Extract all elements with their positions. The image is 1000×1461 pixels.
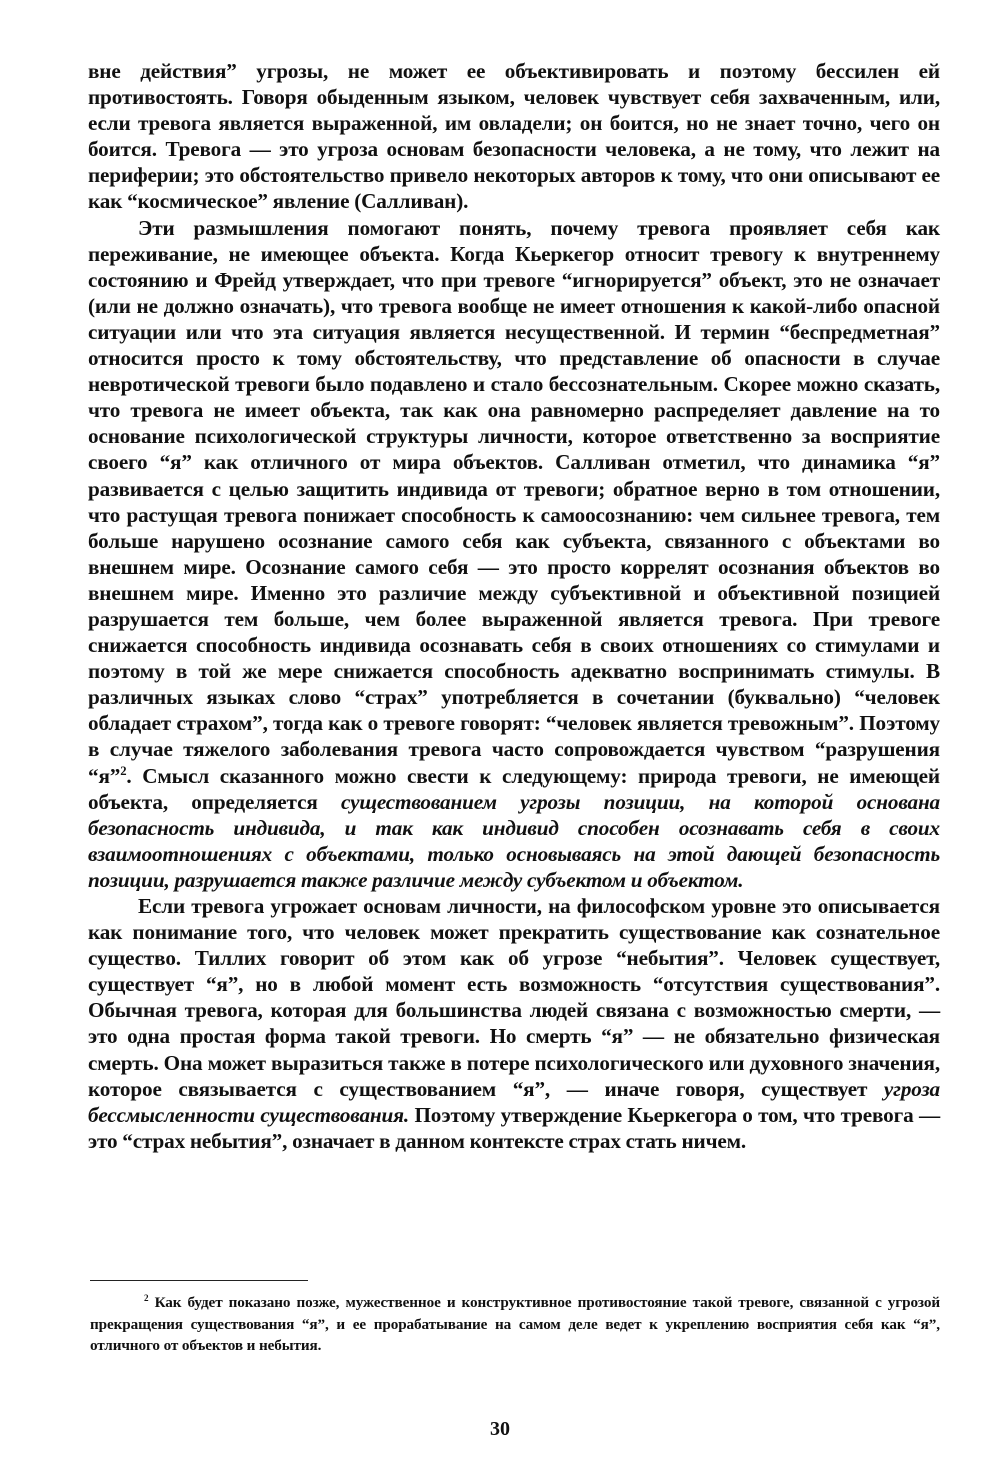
paragraph-2-text-a: Эти размышления помогают понять, почему тревога проявляет себя как переживание, не имеющее объекта. Когда Кьеркегор относит тревогу к внутреннему состоянию и Фрейд утверждает, что при тревоге “игнорируется” объект, это не означает (или не должно означать), что тревога вообще не имеет отношения к какой-либо опасной ситуации или что эта ситуация является несущественной. И термин “беспредметная” относится просто к тому обстоятельству, что представление об опасности в случае невротической тревоги было подавлено и стало бессознательным. Скорее можно сказать, что тревога не имеет объекта, так как она равномерно распределяет давление на то основание психологической структуры личности, которое ответственно за восприятие своего “я” как отличного от мира объектов. Салливан отметил, что динамика “я” развивается с целью защитить индивида от тревоги; обратное верно в том отношении, что растущая тревога понижает способность к самоосознанию: чем сильнее тревога, тем больше нарушено осознание самого себя как субъекта, связанного с объектами во внешнем мире. Осознание самого себя — это просто коррелят осознания объектов во внешнем мире. Именно это различие между субъективной и объективной позицией разрушается тем больше, чем более выраженной является тревога. При тревоге снижается способность индивида осознавать себя в своих отношениях со стимулами и поэтому в той же мере снижается способность адекватно воспринимать стимулы. В различных языках слово “страх” употребляется в сочетании (буквально) “человек обладает страхом”, тогда как о тревоге говорят: “человек является тревожным”. Поэтому в случае тяжелого заболевания тревога часто сопровождается чувством “разрушения “я” [88, 215, 940, 788]
footnote-divider [90, 1280, 308, 1281]
paragraph-1: вне действия” угрозы, не может ее объективировать и поэтому бессилен ей противостоять. Говоря обыденным языком, человек чувствует себя захваченным, или, если тревога является выраженной, им овладели; он боится, но не знает точно, чего он боится. Тревога — это угроза основам безопасности человека, а не тому, что лежит на периферии; это обстоятельство привело некоторых авторов к тому, что они описывают ее как “космическое” явление (Салливан). [88, 59, 940, 214]
paragraph-2 [88, 215, 940, 893]
footnote-reference[interactable]: 2 [120, 763, 127, 778]
footnote-number: 2 [144, 1292, 149, 1303]
footnote [90, 1292, 940, 1357]
page-body [88, 58, 940, 1154]
paragraph-3-italic: угроза бессмысленности существования. [88, 1076, 940, 1127]
paragraph-3-text-b: Поэтому утверждение Кьеркегора о том, что тревога — это “страх небытия”, означает в данном контексте страх стать ничем. [88, 1102, 940, 1153]
footnote-text: Как будет показано позже, мужественное и конструктивное противостояние такой тревоге, связанной с угрозой прекращения существования “я”, и ее прорабатывание на самом деле ведет к укреплению восприятия себя как “я”, отличного от объектов и небытия. [90, 1294, 940, 1354]
paragraph-2-text-b: . Смысл сказанного можно свести к следующему: природа тревоги, не имеющей объекта, определяется [88, 763, 940, 814]
paragraph-2-italic: существованием угрозы позиции, на которой основана безопасность индивида, и так как индивид способен осознавать себя в своих взаимоотношениях с объектами, только основываясь на этой дающей безопасность позиции, разрушается также различие между субъектом и объектом. [88, 789, 940, 892]
paragraph-3-text-a: Если тревога угрожает основам личности, на философском уровне это описывается как понимание того, что человек может прекратить существование как сознательное существо. Тиллих говорит об этом как об угрозе “небытия”. Человек существует, существует “я”, но в любой момент есть возможность “отсутствия существования”. Обычная тревога, которая для большинства людей связана с возможностью смерти, — это одна простая форма такой тревоги. Но смерть “я” — не обязательно физическая смерть. Она может выразиться также в потере психологического или духовного значения, которое связывается с существованием “я”, — иначе говоря, существует [88, 894, 940, 1101]
page-number: 30 [490, 1418, 510, 1440]
paragraph-3 [88, 893, 940, 1154]
main-text [88, 58, 940, 1154]
